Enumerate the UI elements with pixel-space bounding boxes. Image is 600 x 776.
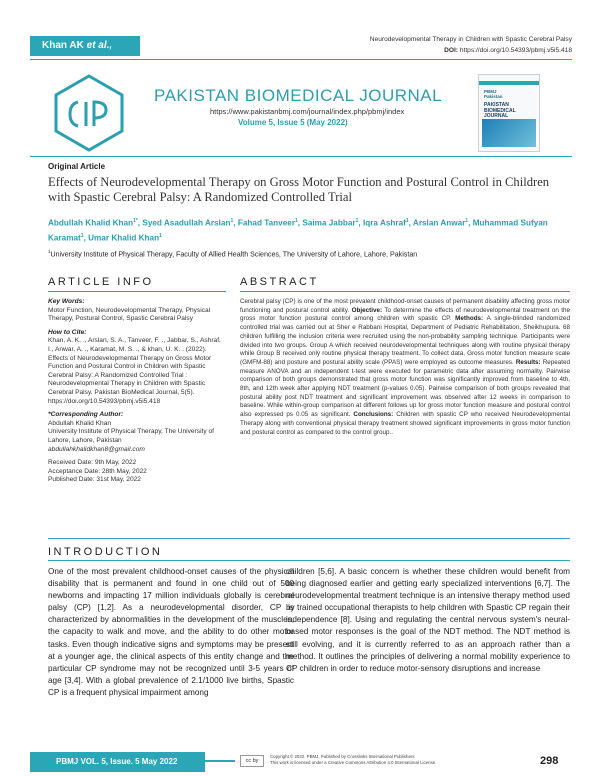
author-list: Abdullah Khalid Khan$^{1*}$, Syed Asadullah Arslan$^1$, Fahad Tanveer$^1$, Saima Jabbar$^1$, Iqra Ashraf$^1$, Arslan Anwar$^1$, Muhammad Sufyan Karamat$^1$, Umar Khalid Khan$^1$ [48,218,548,243]
citation: Khan, A. K. ., Arslan, S. A., Tanveer, F. ., Jabbar, S., Ashraf, I., Anwar, A. ., Karamat, M. S. ., & khan, U. K. . (2022). Effects of Neurodevelopmental Therapy on Gross Motor Function and Postural Control in Children with Spastic Cerebral Palsy: A Randomized Controlled Trial : Neurodevelopmental Therapy in Children with Spastic Cerebral Palsy. Pakistan BioMedical Journal, 5(5). [48,337,221,396]
journal-logo-icon [48,72,130,154]
affiliation: $^1$University Institute of Physical Therapy, Faculty of Allied Health Sciences, The University of Lahore, Lahore, Pakistan [48,249,418,259]
journal-cover-thumbnail: PBMJ Pakistan PAKISTAN BIOMEDICAL JOURNAL [478,74,540,152]
article-info-rule [48,291,226,292]
keywords: Motor Function, Neurodevelopmental Therapy, Physical Therapy, Postural Control, Spastic Cerebral Palsy [48,306,211,323]
introduction-heading: INTRODUCTION [48,546,163,558]
doi[interactable]: DOI: https://doi.org/10.54393/pbmj.v5i5.418 [444,47,572,54]
abstract-body: Cerebral palsy (CP) is one of the most prevalent childhood-onset causes of permanent disability affecting gross motor functioning and postural control ability. Objective: To determine the effects of neurodevelopmental treatment on the gross motor function postural control among children with spastic CP. Methods: A single-blinded randomized controlled trial was carried out at Sher e Rabbani Hospital, Department of Pediatric Rehabilitation, Sheikhupura. 68 children fulfilling the inclusion criteria were recruited using the non-probability sampling technique. Participants were divided into two groups. Group A which received neurodevelopmental techniques along with routine physical therapy while Group B received only routine physical therapy treatment. To collect data, Gross motor function measure scale (GMFM-88) and posture and postural ability scale (PPAS) were employed as outcome measures. Results: Repeated measure ANOVA and an independent t-test were executed for parametric data after assuming normality. Pairwise comparison of both groups demonstrated that gross motor function was significantly improved from baseline to 4th, 8th, and 12th week after applying NDT treatment (p-values 0.05). Pairwise comparison of both groups revealed that postural ability post NDT treatment and significant improvement was observed after 12 weeks in comparison to baseline. While within-group comparison at different follows up for gross motor function measure and postural control also expressed ps 0.05 as significant. Conclusions: Children with spastic CP who received Neurodevelopmental Therapy along with conventional physical therapy treatment showed significant improvements in gross motor function and postural control as compared to the control group.. [240,298,571,436]
abstract-rule [240,291,570,292]
cc-license-badge[interactable]: cc by [240,755,264,767]
footer-band: PBMJ VOL. 5, Issue. 5 May 2022 [30,752,205,772]
corresponding-institution: University Institute of Physical Therapy, The University of Lahore, Lahore, Pakistan [48,428,215,444]
article-title: Effects of Neurodevelopmental Therapy on Gross Motor Function and Postural Control in Children with Spastic Cerebral Palsy: A Randomized Controlled Trial [48,175,550,204]
introduction-left-column: One of the most prevalent childhood-onset causes of the physical disability that is permanent and found in one child out of 500 newborns and impacting 17 million individuals globally is cerebral palsy (CP) [1,2]. As a neurodevelopmental disorder, CP is characterized by abnormalities in the development of the muscles, the capacity to walk and move, and the ability to do other motor tasks. Even though indicative signs and symptoms may be present at a younger age, the clinical aspects of this entity change and the particular CP syndrome may not be recognized until 3-5 years of age [3,4]. With a global prevalence of 2.1/1000 live births, Spastic CP is a frequent physical impairment among [48,567,294,697]
article-info-heading: ARTICLE INFO [48,276,154,288]
cite-label: How to Cite: [48,328,87,336]
corresponding-name: Abdullah Khalid Khan [48,419,112,427]
abstract-bottom-rule [48,538,570,539]
copyright-notice: Copyright © 2022. PBMJ, Published by Crosslinks International Publishers This work is licensed under a Creative Commons Attribution 4.0 International License. [270,754,437,765]
header-divider [30,59,572,60]
article-type: Original Article [48,162,106,171]
journal-url[interactable]: https://www.pakistanbmj.com/journal/index.php/pbmj/index [210,107,405,116]
corresponding-email[interactable]: abdullahkhalidkhan8@gmail.com [48,445,145,453]
footer-bar [205,760,235,762]
journal-title: PAKISTAN BIOMEDICAL JOURNAL [154,86,443,105]
corresponding-label: *Corresponding Author: [48,411,124,419]
received-date: Received Date: 9th May, 2022 [48,459,137,467]
author-tab: Khan AK et al., [30,36,140,56]
abstract-heading: ABSTRACT [240,276,319,288]
page-number: 298 [540,755,559,767]
keywords-label: Key Words: [48,298,85,305]
introduction-rule [48,560,570,561]
acceptance-date: Acceptance Date: 28th May, 2022 [48,467,147,475]
article-info [48,298,224,485]
introduction-right-column: children [5,6]. A basic concern is whether these children would benefit from being diagnosed earlier and getting early specialized interventions [6,7]. The neurodevelopmental treatment technique is an intensive therapy method used by trained occupational therapists to help children with Spastic CP regain their independence [8]. Using and regulating the central nervous system's neural-based motor responses is the goal of the NDT method. The NDT method is still evolving, and it is currently referred to as an approach rather than a method. It outlines the principles of delivering a normal mobility experience to CP children in order to reduce motor-sensory disruptions and increase [286,567,570,673]
citation-doi[interactable]: https://doi.org/10.54393/pbmj.v5i5.418 [48,397,161,405]
journal-divider [30,156,572,157]
running-title: Neurodevelopmental Therapy in Children with Spastic Cerebral Palsy [369,36,572,43]
published-date: Published Date: 31st May, 2022 [48,476,141,484]
journal-volume: Volume 5, Issue 5 (May 2022) [238,118,348,127]
